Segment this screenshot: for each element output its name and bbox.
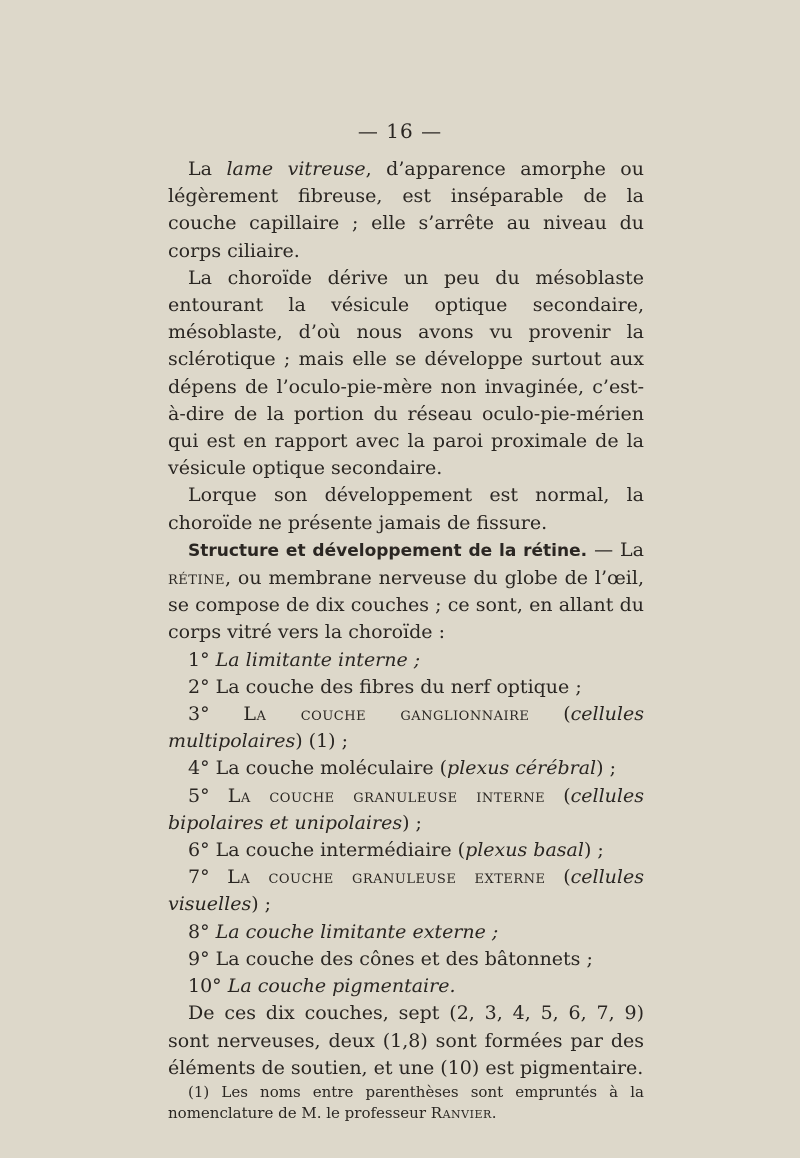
item-italic: cellules multipolaires (168, 703, 644, 753)
item-text: ( (545, 866, 571, 889)
item-text: ) ; (583, 839, 604, 862)
paragraph-retine-intro (168, 537, 644, 647)
list-item (168, 973, 644, 1000)
item-number: 3° (188, 703, 244, 726)
p1-start: La (188, 158, 227, 180)
item-italic: La couche limitante externe ; (215, 920, 499, 943)
item-italic: cellules bipolaires et unipolaires (168, 784, 644, 834)
item-text: ) ; (402, 811, 422, 834)
list-item (168, 701, 644, 755)
item-italic: La limitante interne ; (215, 648, 421, 671)
item-text: ( (529, 703, 571, 726)
p4-dash: — La (587, 538, 644, 561)
item-text: La couche des cônes et des bâtonnets ; (215, 947, 593, 970)
item-number: 9° (188, 947, 216, 970)
list-item (168, 755, 644, 782)
item-number: 10° (188, 975, 228, 998)
list-item (168, 919, 644, 946)
list-item (168, 864, 644, 918)
p1-italic: lame vitreuse (226, 158, 366, 180)
item-number: 1° (188, 648, 216, 671)
item-text: ( (545, 784, 571, 807)
paragraph-lame-vitreuse (168, 156, 644, 265)
p1-rest: , d’apparence amorphe ou légèrement fibreuse, est inséparable de la couche capillaire ; elle s’arrête au niveau du corps ciliaire. (168, 158, 644, 262)
item-number: 5° (188, 784, 228, 807)
item-text: ) ; (596, 757, 616, 780)
footnote-smallcaps: Ranvier (430, 1103, 492, 1122)
p4-rest: , ou membrane nerveuse du globe de l’œil, se compose de dix couches ; ce sont, en allant du corps vitré vers la choroïde : (168, 567, 644, 644)
item-smallcaps: La couche granuleuse interne (227, 784, 546, 807)
section-heading: Structure et développement de la rétine. (188, 540, 588, 561)
item-smallcaps: La couche granuleuse externe (227, 866, 546, 889)
footnote-text: (1) Les noms entre parenthèses sont empruntés à la nomenclature de M. le professeur (168, 1082, 644, 1122)
item-smallcaps: La couche ganglionnaire (243, 703, 530, 726)
paragraph-summary: De ces dix couches, sept (2, 3, 4, 5, 6, 7, 9) sont nerveuses, deux (1,8) sont formées par des éléments de soutien, et une (10) est pigmentaire. (168, 1002, 644, 1079)
body-text (168, 156, 644, 1124)
item-text: La couche moléculaire ( (215, 757, 448, 780)
item-italic: plexus cérébral (447, 757, 597, 780)
item-number: 8° (188, 920, 216, 943)
page-number: — 16 — (357, 119, 443, 143)
item-italic: La couche pigmentaire. (227, 975, 456, 998)
item-number: 2° (188, 675, 216, 698)
list-item (168, 674, 644, 701)
item-number: 4° (188, 757, 216, 780)
item-text: La couche intermédiaire ( (215, 839, 466, 862)
list-item (168, 783, 644, 837)
item-number: 6° (188, 839, 216, 862)
item-text: ) (1) ; (295, 730, 349, 753)
item-text: La couche des fibres du nerf optique ; (215, 675, 582, 698)
footnote-end: . (491, 1103, 497, 1122)
item-text: ) ; (251, 893, 272, 916)
list-item (168, 647, 644, 674)
paragraph-developpement: Lorque son développement est normal, la choroïde ne présente jamais de fissure. (168, 484, 644, 534)
item-italic: cellules visuelles (168, 866, 644, 916)
list-item (168, 837, 644, 864)
p4-smallcaps: rétine (168, 567, 225, 590)
item-number: 7° (188, 866, 228, 889)
item-italic: plexus basal (465, 839, 584, 862)
list-item (168, 946, 644, 973)
paragraph-choroide: La choroïde dérive un peu du mésoblaste entourant la vésicule optique secondaire, mésoblaste, d’où nous avons vu provenir la sclérotique ; mais elle se développe surtout aux dépens de l’oculo-pie-mère non invaginée, c’est-à-dire de la portion du réseau oculo-pie-mérien qui est en rapport avec la paroi proximale de la vésicule optique secondaire. (168, 266, 644, 480)
footnote (168, 1082, 644, 1124)
